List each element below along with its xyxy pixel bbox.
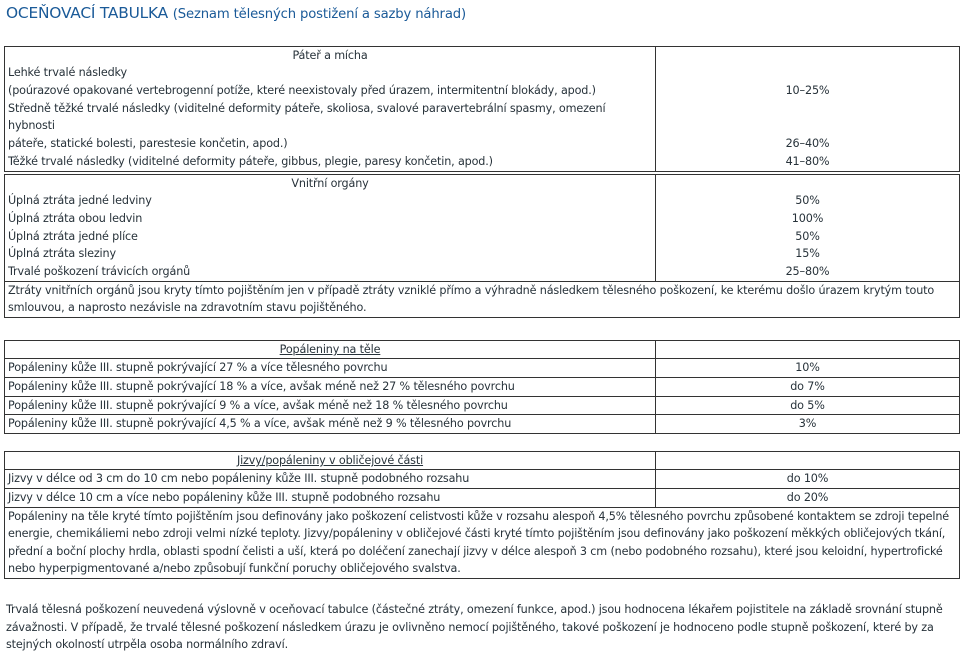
row-value: 41–80% (656, 153, 960, 171)
table-row (5, 396, 960, 415)
row-label: Těžké trvalé následky (viditelné deformity páteře, gibbus, plegie, paresy končetin, apod.) (5, 153, 656, 171)
section-heading-spine: Páteř a mícha (5, 47, 656, 65)
table-spine (4, 46, 960, 172)
row-value: 3% (656, 415, 960, 434)
row-value: 26–40% (656, 135, 960, 153)
row-label: Popáleniny kůže III. stupně pokrývající 27 % a více tělesného povrchu (5, 359, 656, 378)
row-label: Popáleniny kůže III. stupně pokrývající 18 % a více, avšak méně než 27 % tělesného povrchu (5, 377, 656, 396)
row-label: Trvalé poškození trávicích orgánů (5, 263, 656, 281)
row-value: 50% (656, 192, 960, 210)
row-label: Úplná ztráta obou ledvin (5, 210, 656, 228)
table-row (5, 228, 960, 246)
section-heading-burns: Popáleniny na těle (279, 343, 381, 356)
table-row (5, 488, 960, 507)
row-value: 15% (656, 245, 960, 263)
table-row (5, 100, 960, 136)
row-value (656, 100, 960, 136)
table-row (5, 377, 960, 396)
row-value: do 20% (656, 488, 960, 507)
table-row (5, 263, 960, 281)
table-row (5, 359, 960, 378)
page-title (6, 4, 466, 22)
row-value: 100% (656, 210, 960, 228)
row-label: Úplná ztráta jedné plíce (5, 228, 656, 246)
row-value (656, 64, 960, 82)
row-label: Popáleniny kůže III. stupně pokrývající 9 % a více, avšak méně než 18 % tělesného povrchu (5, 396, 656, 415)
footer-text: Trvalá tělesná poškození neuvedená výslovně v oceňovací tabulce (částečné ztráty, omezení funkce, apod.) jsou hodnocena lékařem pojistitele na základě srovnání stupně závažnosti. V případě, že trvalé tělesné poškození následkem úrazu je ovlivněno nemocí pojištěného, takové poškození je hodnoceno podle stupně poškození, které by za stejných okolností utrpěla osoba normálního zdraví. (6, 603, 943, 651)
row-value: do 10% (656, 470, 960, 489)
title-main: OCEŇOVACÍ TABULKA (6, 4, 169, 22)
row-label: Středně těžké trvalé následky (viditelné deformity páteře, skoliosa, svalové paravertebrální spasmy, omezení hybnosti (5, 100, 656, 136)
table-row (5, 192, 960, 210)
table-internal-organs (4, 174, 960, 318)
section-heading-face: Jizvy/popáleniny v obličejové části (236, 454, 424, 467)
table-row (5, 135, 960, 153)
row-label: Jizvy v délce od 3 cm do 10 cm nebo popáleniny kůže III. stupně podobného rozsahu (5, 470, 656, 489)
section-note: Popáleniny na těle kryté tímto pojištěním jsou definovány jako poškození celistvosti kůže v rozsahu alespoň 4,5% tělesného povrchu způsobené kontaktem se zdroji tepelné energie, chemikáliemi nebo zdroji velmi nízké teploty. Jizvy/popáleniny v obličejové části kryté tímto pojištěním jsou definovány jako poškození měkkých obličejových tkání, přední a boční plochy hrdla, oblasti spodní čelisti a uší, která po doléčení zanechají jizvy v délce alespoň 3 cm (nebo podobného rozsahu), které jsou keloidní, hypertrofické nebo hyperpigmentované a/nebo způsobují funkční poruchy obličejového svalstva. (5, 507, 960, 578)
section-note: Ztráty vnitřních orgánů jsou kryty tímto pojištěním jen v případě ztráty vzniklé přímo a výhradně následkem tělesného poškození, ke kterému došlo úrazem krytým touto smlouvou, a naprosto nezávisle na zdravotním stavu pojištěného. (5, 281, 960, 317)
table-row (5, 470, 960, 489)
table-face-scars (4, 451, 960, 579)
row-label: Popáleniny kůže III. stupně pokrývající 4,5 % a více, avšak méně než 9 % tělesného povrchu (5, 415, 656, 434)
table-row (5, 210, 960, 228)
table-row (5, 245, 960, 263)
row-label: Úplná ztráta jedné ledviny (5, 192, 656, 210)
row-label: páteře, statické bolesti, parestesie končetin, apod.) (5, 135, 656, 153)
table-body-burns (4, 340, 960, 434)
row-label: Lehké trvalé následky (5, 64, 656, 82)
row-label: Jizvy v délce 10 cm a více nebo popáleniny kůže III. stupně podobného rozsahu (5, 488, 656, 507)
row-label: Úplná ztráta sleziny (5, 245, 656, 263)
row-value: 10–25% (656, 82, 960, 100)
section-heading-organs: Vnitřní orgány (5, 175, 656, 193)
table-row (5, 82, 960, 100)
row-value: do 7% (656, 377, 960, 396)
row-value: 25–80% (656, 263, 960, 281)
row-value: do 5% (656, 396, 960, 415)
row-value: 10% (656, 359, 960, 378)
table-row (5, 153, 960, 171)
table-row (5, 64, 960, 82)
table-row (5, 415, 960, 434)
row-value: 50% (656, 228, 960, 246)
title-subtitle: (Seznam tělesných postižení a sazby náhrad) (172, 7, 466, 22)
row-label: (poúrazové opakované vertebrogenní potíže, které neexistovaly před úrazem, intermitentní blokády, apod.) (5, 82, 656, 100)
